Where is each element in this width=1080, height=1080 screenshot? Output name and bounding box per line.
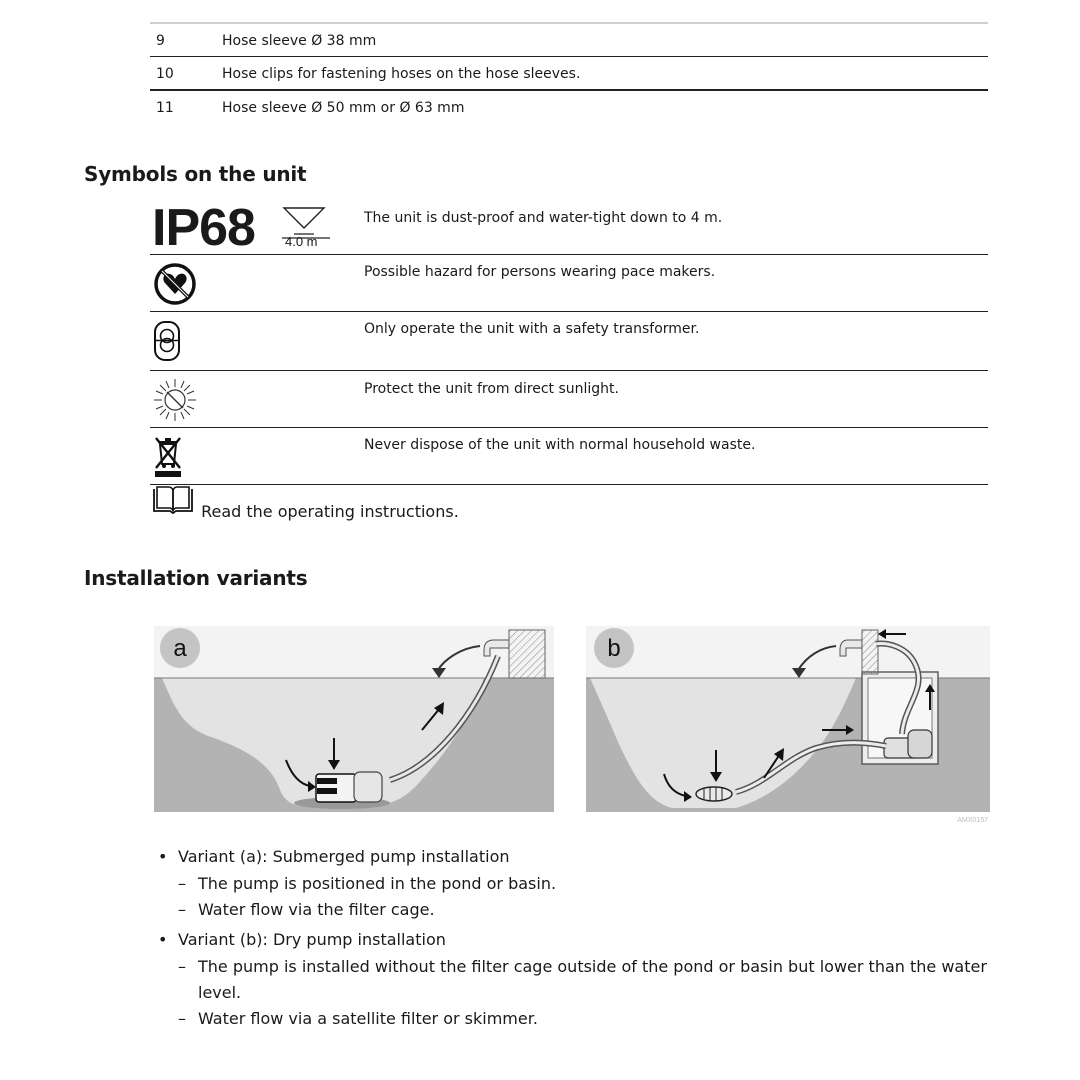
table-row — [150, 200, 988, 255]
no-sunlight-icon — [152, 377, 198, 423]
list-item — [158, 929, 988, 1032]
list-item — [158, 846, 988, 923]
symbol-description: Possible hazard for persons wearing pace makers. — [364, 264, 716, 280]
variant-b-label: b — [607, 635, 621, 662]
table-row — [150, 89, 988, 123]
installation-heading: Installation variants — [84, 566, 308, 590]
table-row — [150, 255, 988, 312]
table-row — [150, 371, 988, 428]
symbols-heading: Symbols on the unit — [84, 162, 307, 186]
table-row — [150, 312, 988, 371]
list-item: – Water flow via the filter cage. — [178, 897, 988, 923]
symbol-description: Read the operating instructions. — [201, 502, 459, 521]
list-item: – Water flow via a satellite filter or skimmer. — [178, 1006, 988, 1032]
variant-points — [178, 871, 988, 923]
part-number: 10 — [156, 66, 174, 82]
variant-title: Variant (a): Submerged pump installation — [178, 847, 510, 866]
part-description: Hose sleeve Ø 50 mm or Ø 63 mm — [222, 100, 465, 116]
table-row — [150, 485, 988, 535]
parts-table — [150, 22, 988, 123]
part-number: 11 — [156, 100, 174, 116]
variant-title: Variant (b): Dry pump installation — [178, 930, 446, 949]
ip-rating: IP68 — [152, 199, 255, 257]
symbol-description: The unit is dust-proof and water-tight down to 4 m. — [364, 210, 723, 226]
depth-label: 4.0 m — [285, 234, 318, 249]
variant-points — [178, 954, 988, 1032]
pacemaker-hazard-icon — [152, 263, 198, 305]
safety-transformer-icon — [152, 320, 182, 362]
part-number: 9 — [156, 33, 165, 49]
table-row — [150, 56, 988, 89]
symbol-description: Only operate the unit with a safety transformer. — [364, 321, 700, 337]
list-item: – The pump is installed without the filter cage outside of the pond or basin but lower than the water level. — [178, 954, 988, 1006]
variant-a-panel — [154, 626, 554, 812]
table-row — [150, 24, 988, 56]
symbols-table — [150, 200, 988, 535]
symbol-description: Protect the unit from direct sunlight. — [364, 381, 619, 397]
variant-b-panel — [586, 626, 990, 824]
variant-a-label: a — [173, 635, 187, 662]
table-row — [150, 428, 988, 485]
installation-figure — [154, 626, 990, 826]
read-instructions-icon — [150, 485, 196, 517]
part-description: Hose sleeve Ø 38 mm — [222, 33, 377, 49]
variant-list — [158, 846, 988, 1038]
part-description: Hose clips for fastening hoses on the hose sleeves. — [222, 66, 581, 82]
figure-code: AMX0157 — [957, 817, 988, 824]
symbol-description: Never dispose of the unit with normal household waste. — [364, 437, 756, 453]
no-household-waste-icon — [152, 434, 184, 478]
list-item: – The pump is positioned in the pond or basin. — [178, 871, 988, 897]
